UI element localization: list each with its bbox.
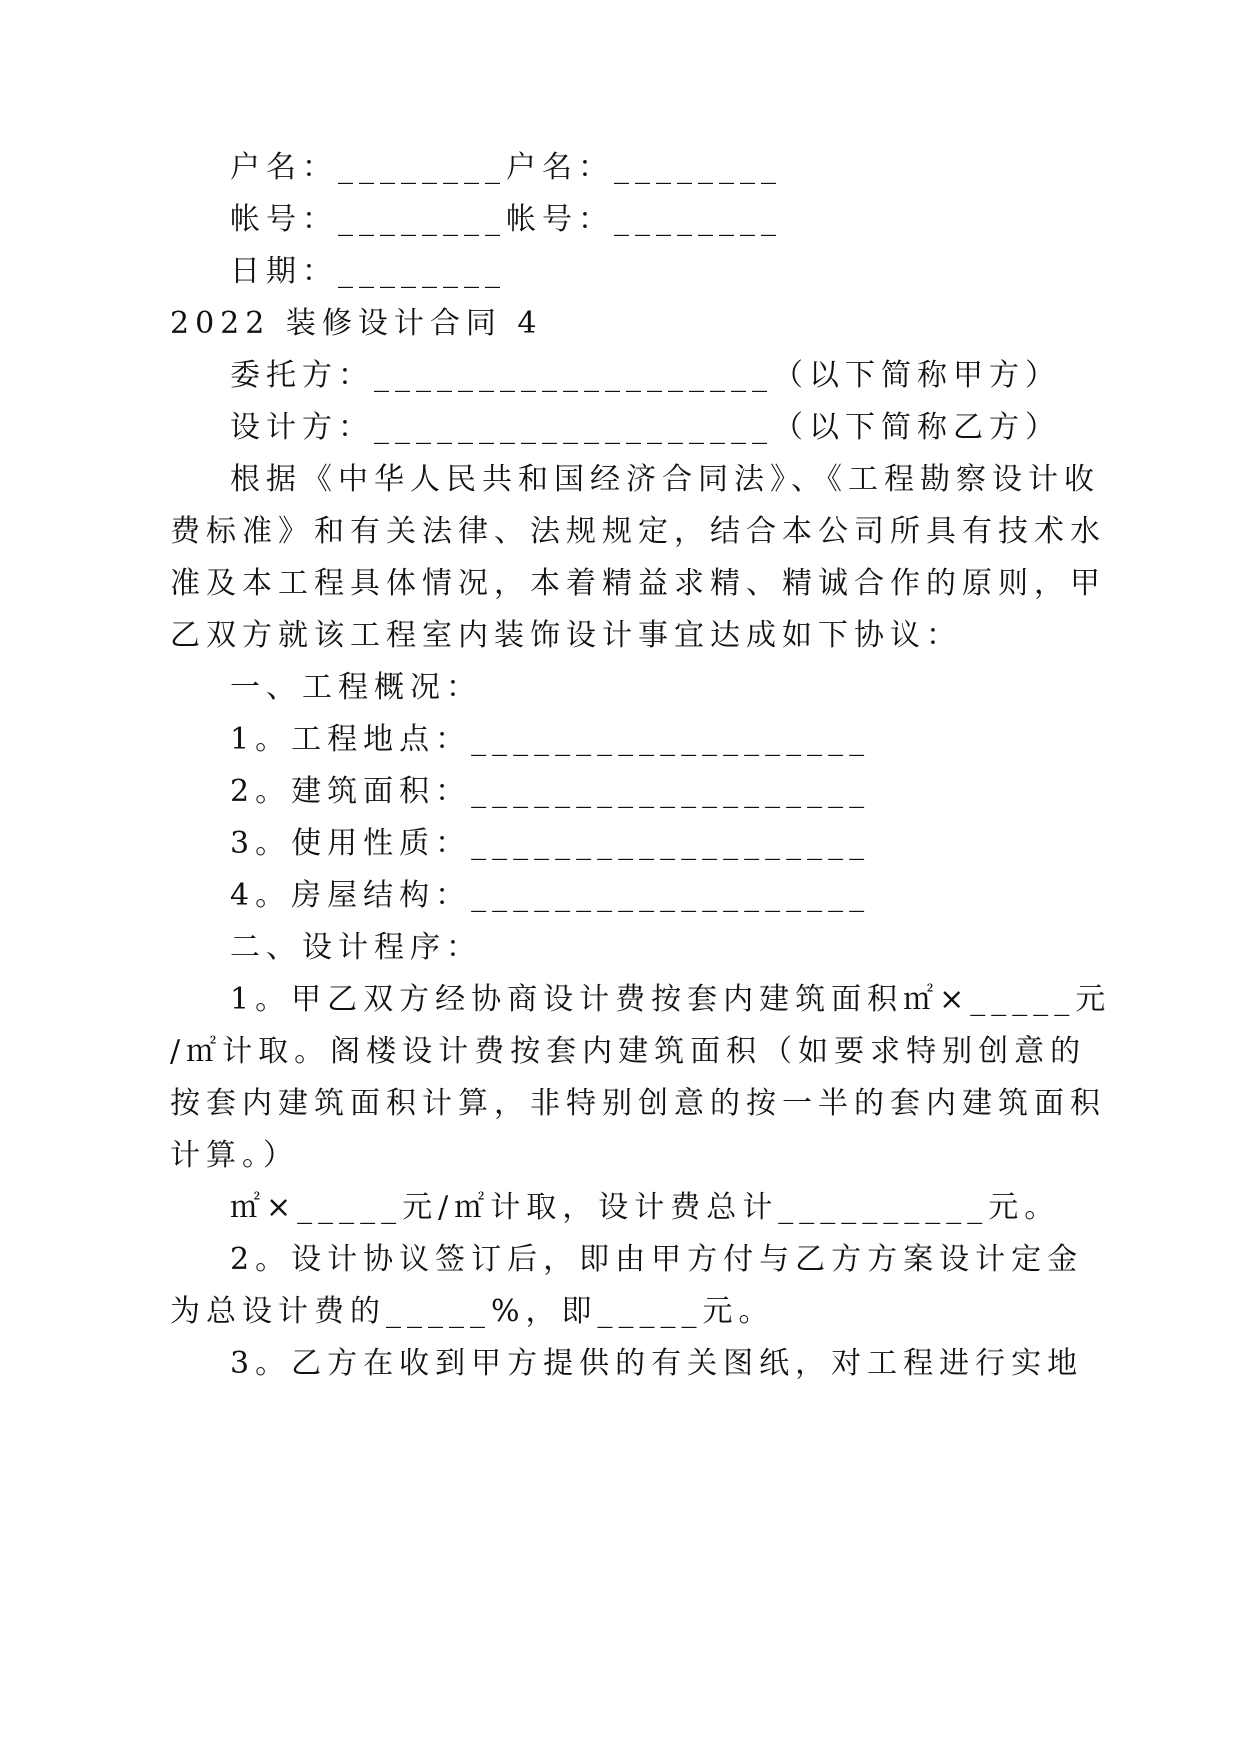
text: 二、设计程序： <box>230 930 482 965</box>
text: 为总设计费的_____%，即_____元。 <box>170 1294 775 1329</box>
text: 计算。） <box>170 1138 299 1173</box>
text: 委托方：___________________（以下简称甲方） <box>230 358 1061 393</box>
item-area <box>230 772 1241 812</box>
text: 日期：________ <box>230 254 506 289</box>
preamble-line-3 <box>170 564 1241 604</box>
designer-line <box>230 408 1241 448</box>
text: 根据《中华人民共和国经济合同法》、《工程勘察设计收 <box>230 462 1100 497</box>
text: 费标准》和有关法律、法规规定，结合本公司所具有技术水 <box>170 514 1106 549</box>
text: 3。乙方在收到甲方提供的有关图纸，对工程进行实地 <box>230 1346 1084 1381</box>
text: 准及本工程具体情况，本着精益求精、精诚合作的原则，甲 <box>170 566 1106 601</box>
account-name-line <box>230 148 1241 188</box>
text: 一、工程概况： <box>230 670 482 705</box>
text: 乙双方就该工程室内装饰设计事宜达成如下协议： <box>170 618 962 653</box>
text: /㎡计取。阁楼设计费按套内建筑面积（如要求特别创意的 <box>170 1034 1087 1069</box>
item-structure <box>230 876 1241 916</box>
text: 2。建筑面积：___________________ <box>230 774 871 809</box>
procedure-2-line-2 <box>170 1292 1241 1332</box>
text: 2。设计协议签订后，即由甲方付与乙方方案设计定金 <box>230 1242 1084 1277</box>
procedure-3-line-1 <box>230 1344 1241 1384</box>
preamble-line-1 <box>230 460 1241 500</box>
text: 3。使用性质：___________________ <box>230 826 871 861</box>
text: 设计方：___________________（以下简称乙方） <box>230 410 1061 445</box>
text: 按套内建筑面积计算，非特别创意的按一半的套内建筑面积 <box>170 1086 1106 1121</box>
section-title <box>170 304 1241 344</box>
text: 帐号：________帐号：________ <box>230 202 782 237</box>
procedure-1-line-3 <box>170 1084 1241 1124</box>
client-line <box>230 356 1241 396</box>
text: ㎡×_____元/㎡计取，设计费总计__________元。 <box>230 1190 1061 1225</box>
preamble-line-4 <box>170 616 1241 656</box>
text: 4。房屋结构：___________________ <box>230 878 871 913</box>
preamble-line-2 <box>170 512 1241 552</box>
text: 1。甲乙双方经协商设计费按套内建筑面积㎡×_____元 <box>230 982 1112 1017</box>
fee-total-line <box>230 1188 1241 1228</box>
procedure-2-line-1 <box>230 1240 1241 1280</box>
account-number-line <box>230 200 1241 240</box>
text: 户名：________户名：________ <box>230 150 782 185</box>
procedure-1-line-4 <box>170 1136 1241 1176</box>
procedure-1-line-1 <box>230 980 1241 1020</box>
item-location <box>230 720 1241 760</box>
procedure-1-line-2 <box>170 1032 1241 1072</box>
item-usage <box>230 824 1241 864</box>
date-line <box>230 252 1241 292</box>
heading-project-overview <box>230 668 1241 708</box>
text: 1。工程地点：___________________ <box>230 722 871 757</box>
heading-design-procedure <box>230 928 1241 968</box>
text: 2022 装修设计合同 4 <box>170 306 543 341</box>
